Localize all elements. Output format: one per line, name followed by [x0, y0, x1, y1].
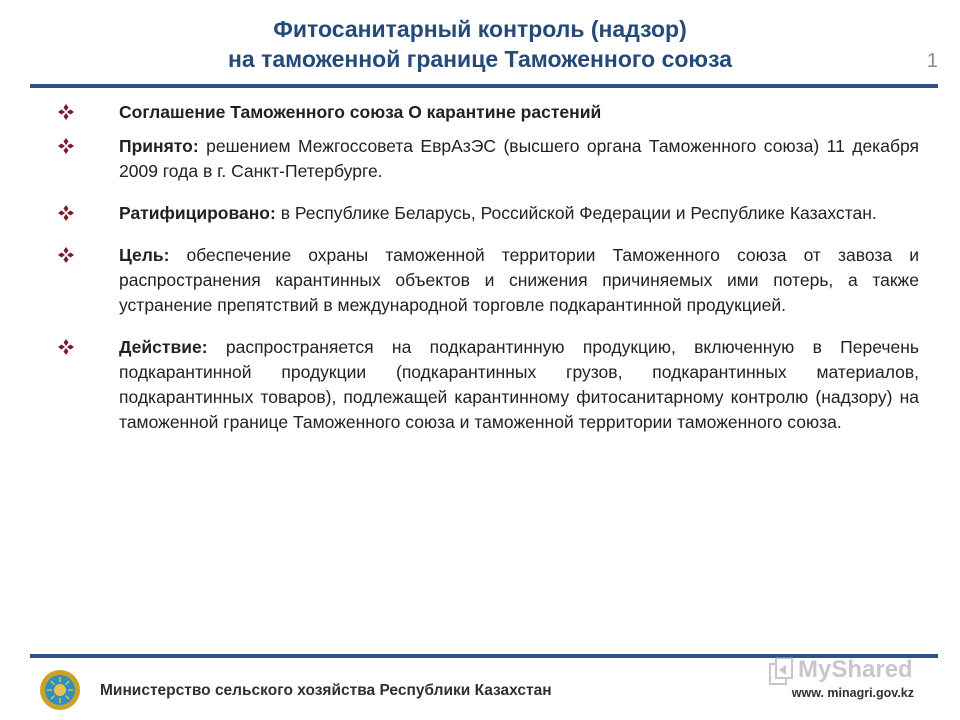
header-divider [30, 84, 938, 88]
diamond-bullet-icon [57, 103, 75, 121]
item-text: распространяется на подкарантинную продукцию, включенную в Перечень подкарантинной продукции (подкарантинных грузов, подкарантинных материалов, подкарантинных товаров), подлежащей карантинному фитосанитарному контролю (надзору) на таможенной границе Таможенного союза и таможенной территории таможенного союза. [119, 337, 919, 432]
list-item [57, 100, 919, 125]
watermark-logo-icon [768, 656, 796, 686]
watermark [768, 656, 928, 688]
diamond-bullet-icon [57, 204, 75, 222]
item-label: Соглашение Таможенного союза О карантине растений [119, 102, 602, 122]
list-item [57, 134, 919, 184]
bullet-list [57, 100, 919, 452]
ministry-name: Министерство сельского хозяйства Республики Казахстан [100, 682, 552, 699]
website-link[interactable]: www. minagri.gov.kz [791, 686, 914, 700]
list-item [57, 243, 919, 318]
title-line-1: Фитосанитарный контроль (надзор) [273, 16, 687, 42]
diamond-bullet-icon [57, 338, 75, 356]
item-text: в Республике Беларусь, Российской Федерации и Республике Казахстан. [275, 203, 877, 223]
item-label: Действие: [119, 337, 208, 357]
title-line-2: на таможенной границе Таможенного союза [228, 46, 732, 72]
item-label: Принято: [119, 136, 199, 156]
slide-number: 1 [926, 50, 938, 72]
list-item [57, 335, 919, 435]
diamond-bullet-icon [57, 137, 75, 155]
watermark-text: MyShared [798, 656, 913, 683]
item-label: Ратифицировано: [119, 203, 276, 223]
item-text: решением Межгоссовета ЕврАзЭС (высшего органа Таможенного союза) 11 декабря 2009 года в г. Санкт-Петербурге. [119, 136, 919, 181]
slide-title [0, 14, 960, 74]
kazakhstan-emblem-icon [38, 668, 82, 712]
list-item [57, 201, 919, 226]
item-text: обеспечение охраны таможенной территории Таможенного союза от завоза и распространения карантинных объектов и снижения причиняемых ими потерь, а также устранение препятствий в международной торговле подкарантинной продукцией. [119, 245, 919, 315]
diamond-bullet-icon [57, 246, 75, 264]
item-label: Цель: [119, 245, 170, 265]
